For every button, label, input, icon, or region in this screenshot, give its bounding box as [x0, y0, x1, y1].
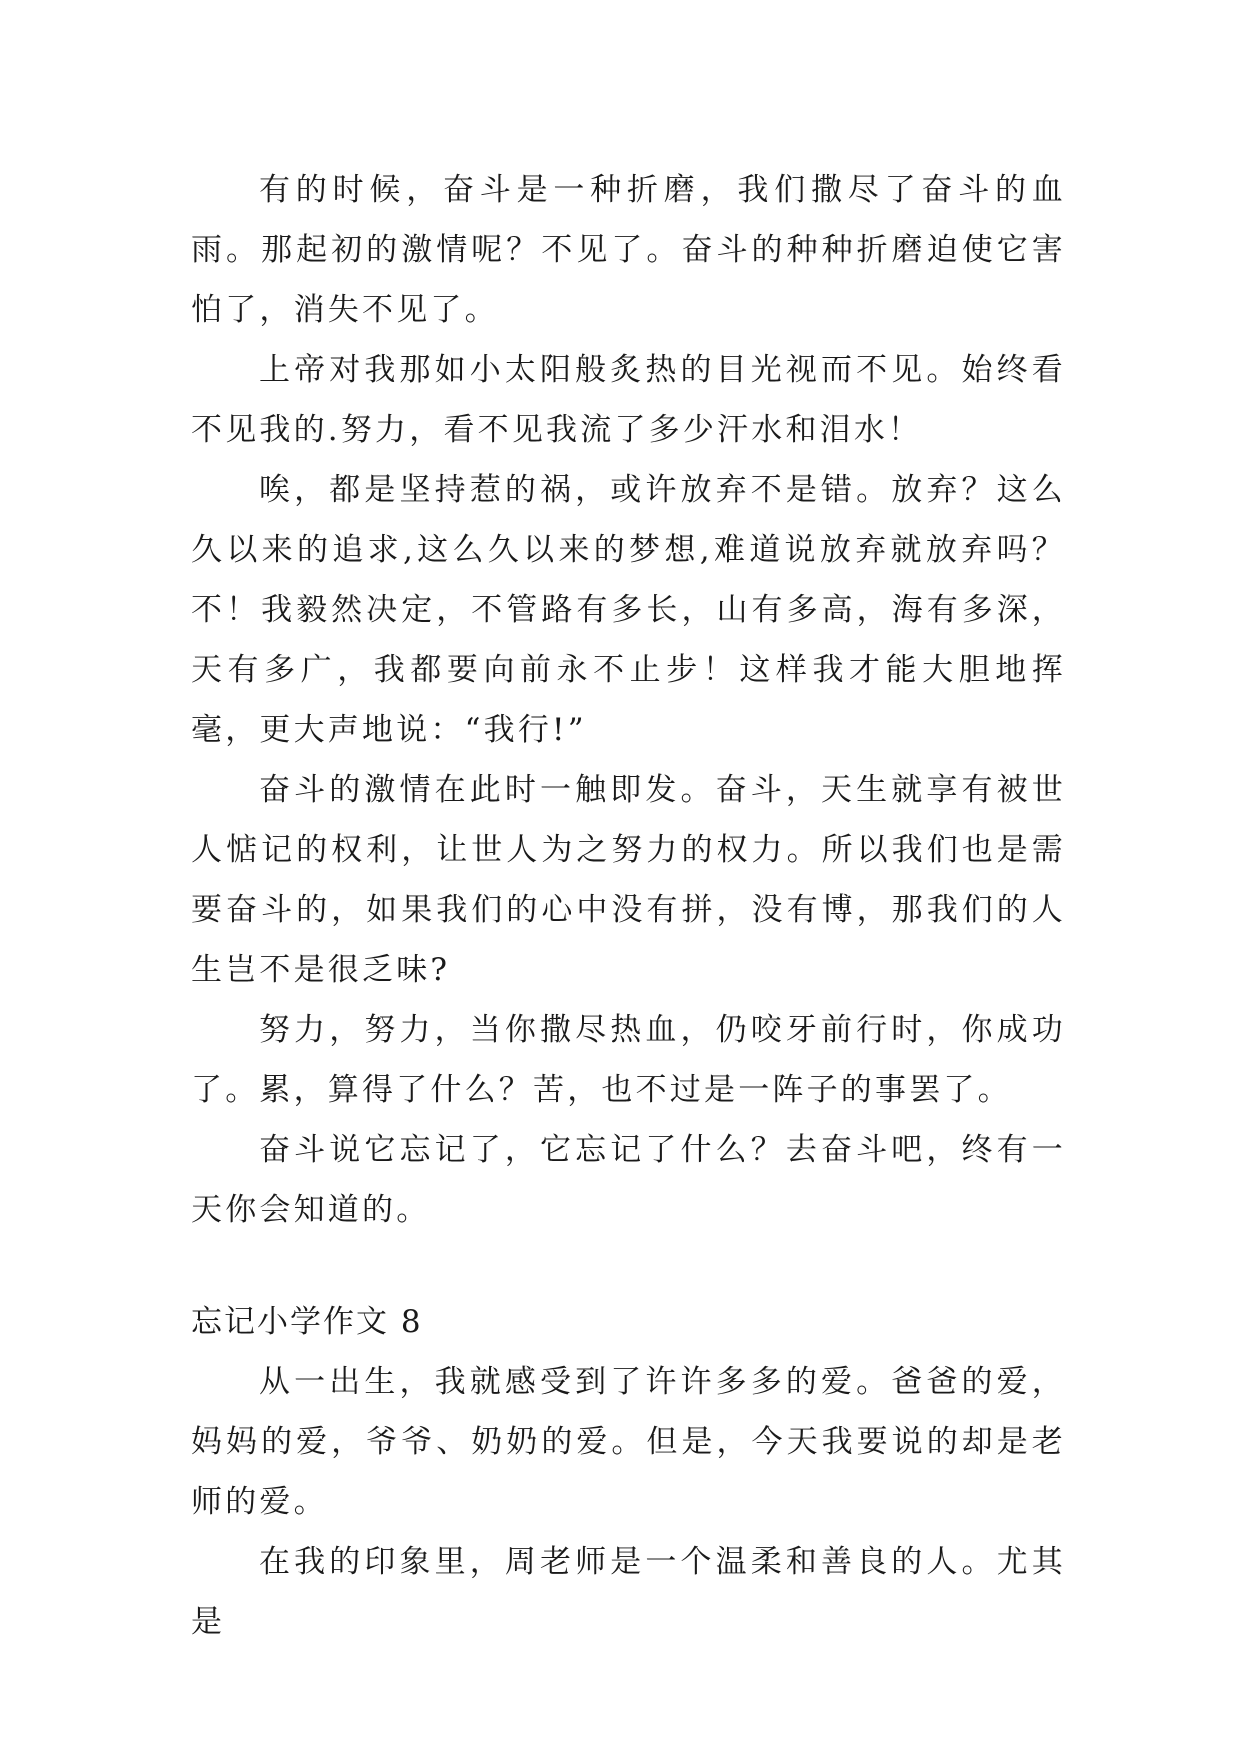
paragraph: 在我的印象里，周老师是一个温柔和善良的人。尤其是: [191, 1544, 1066, 1640]
document-body: [191, 160, 1066, 1652]
paragraph: 努力，努力，当你撒尽热血，仍咬牙前行时，你成功了。累，算得了什么？苦，也不过是一阵子的事罢了。: [191, 1012, 1066, 1108]
paragraph: 唉，都是坚持惹的祸，或许放弃不是错。放弃？这么久以来的追求,这么久以来的梦想,难道说放弃就放弃吗？不！我毅然决定，不管路有多长，山有多高，海有多深，天有多广，我都要向前永不止步！这样我才能大胆地挥毫，更大声地说：“我行!”: [191, 472, 1066, 748]
section-title: 忘记小学作文 8: [191, 1304, 423, 1340]
paragraph: 上帝对我那如小太阳般炙热的目光视而不见。始终看不见我的.努力，看不见我流了多少汗水和泪水！: [191, 352, 1066, 448]
paragraph: 有的时候，奋斗是一种折磨，我们撒尽了奋斗的血雨。那起初的激情呢？不见了。奋斗的种种折磨迫使它害怕了，消失不见了。: [191, 172, 1066, 328]
paragraph: 从一出生，我就感受到了许许多多的爱。爸爸的爱，妈妈的爱，爷爷、奶奶的爱。但是，今天我要说的却是老师的爱。: [191, 1364, 1066, 1520]
paragraph: 奋斗说它忘记了，它忘记了什么？去奋斗吧，终有一天你会知道的。: [191, 1132, 1066, 1228]
paragraph: 奋斗的激情在此时一触即发。奋斗，天生就享有被世人惦记的权利，让世人为之努力的权力。所以我们也是需要奋斗的，如果我们的心中没有拼，没有博，那我们的人生岂不是很乏味?: [191, 772, 1066, 988]
